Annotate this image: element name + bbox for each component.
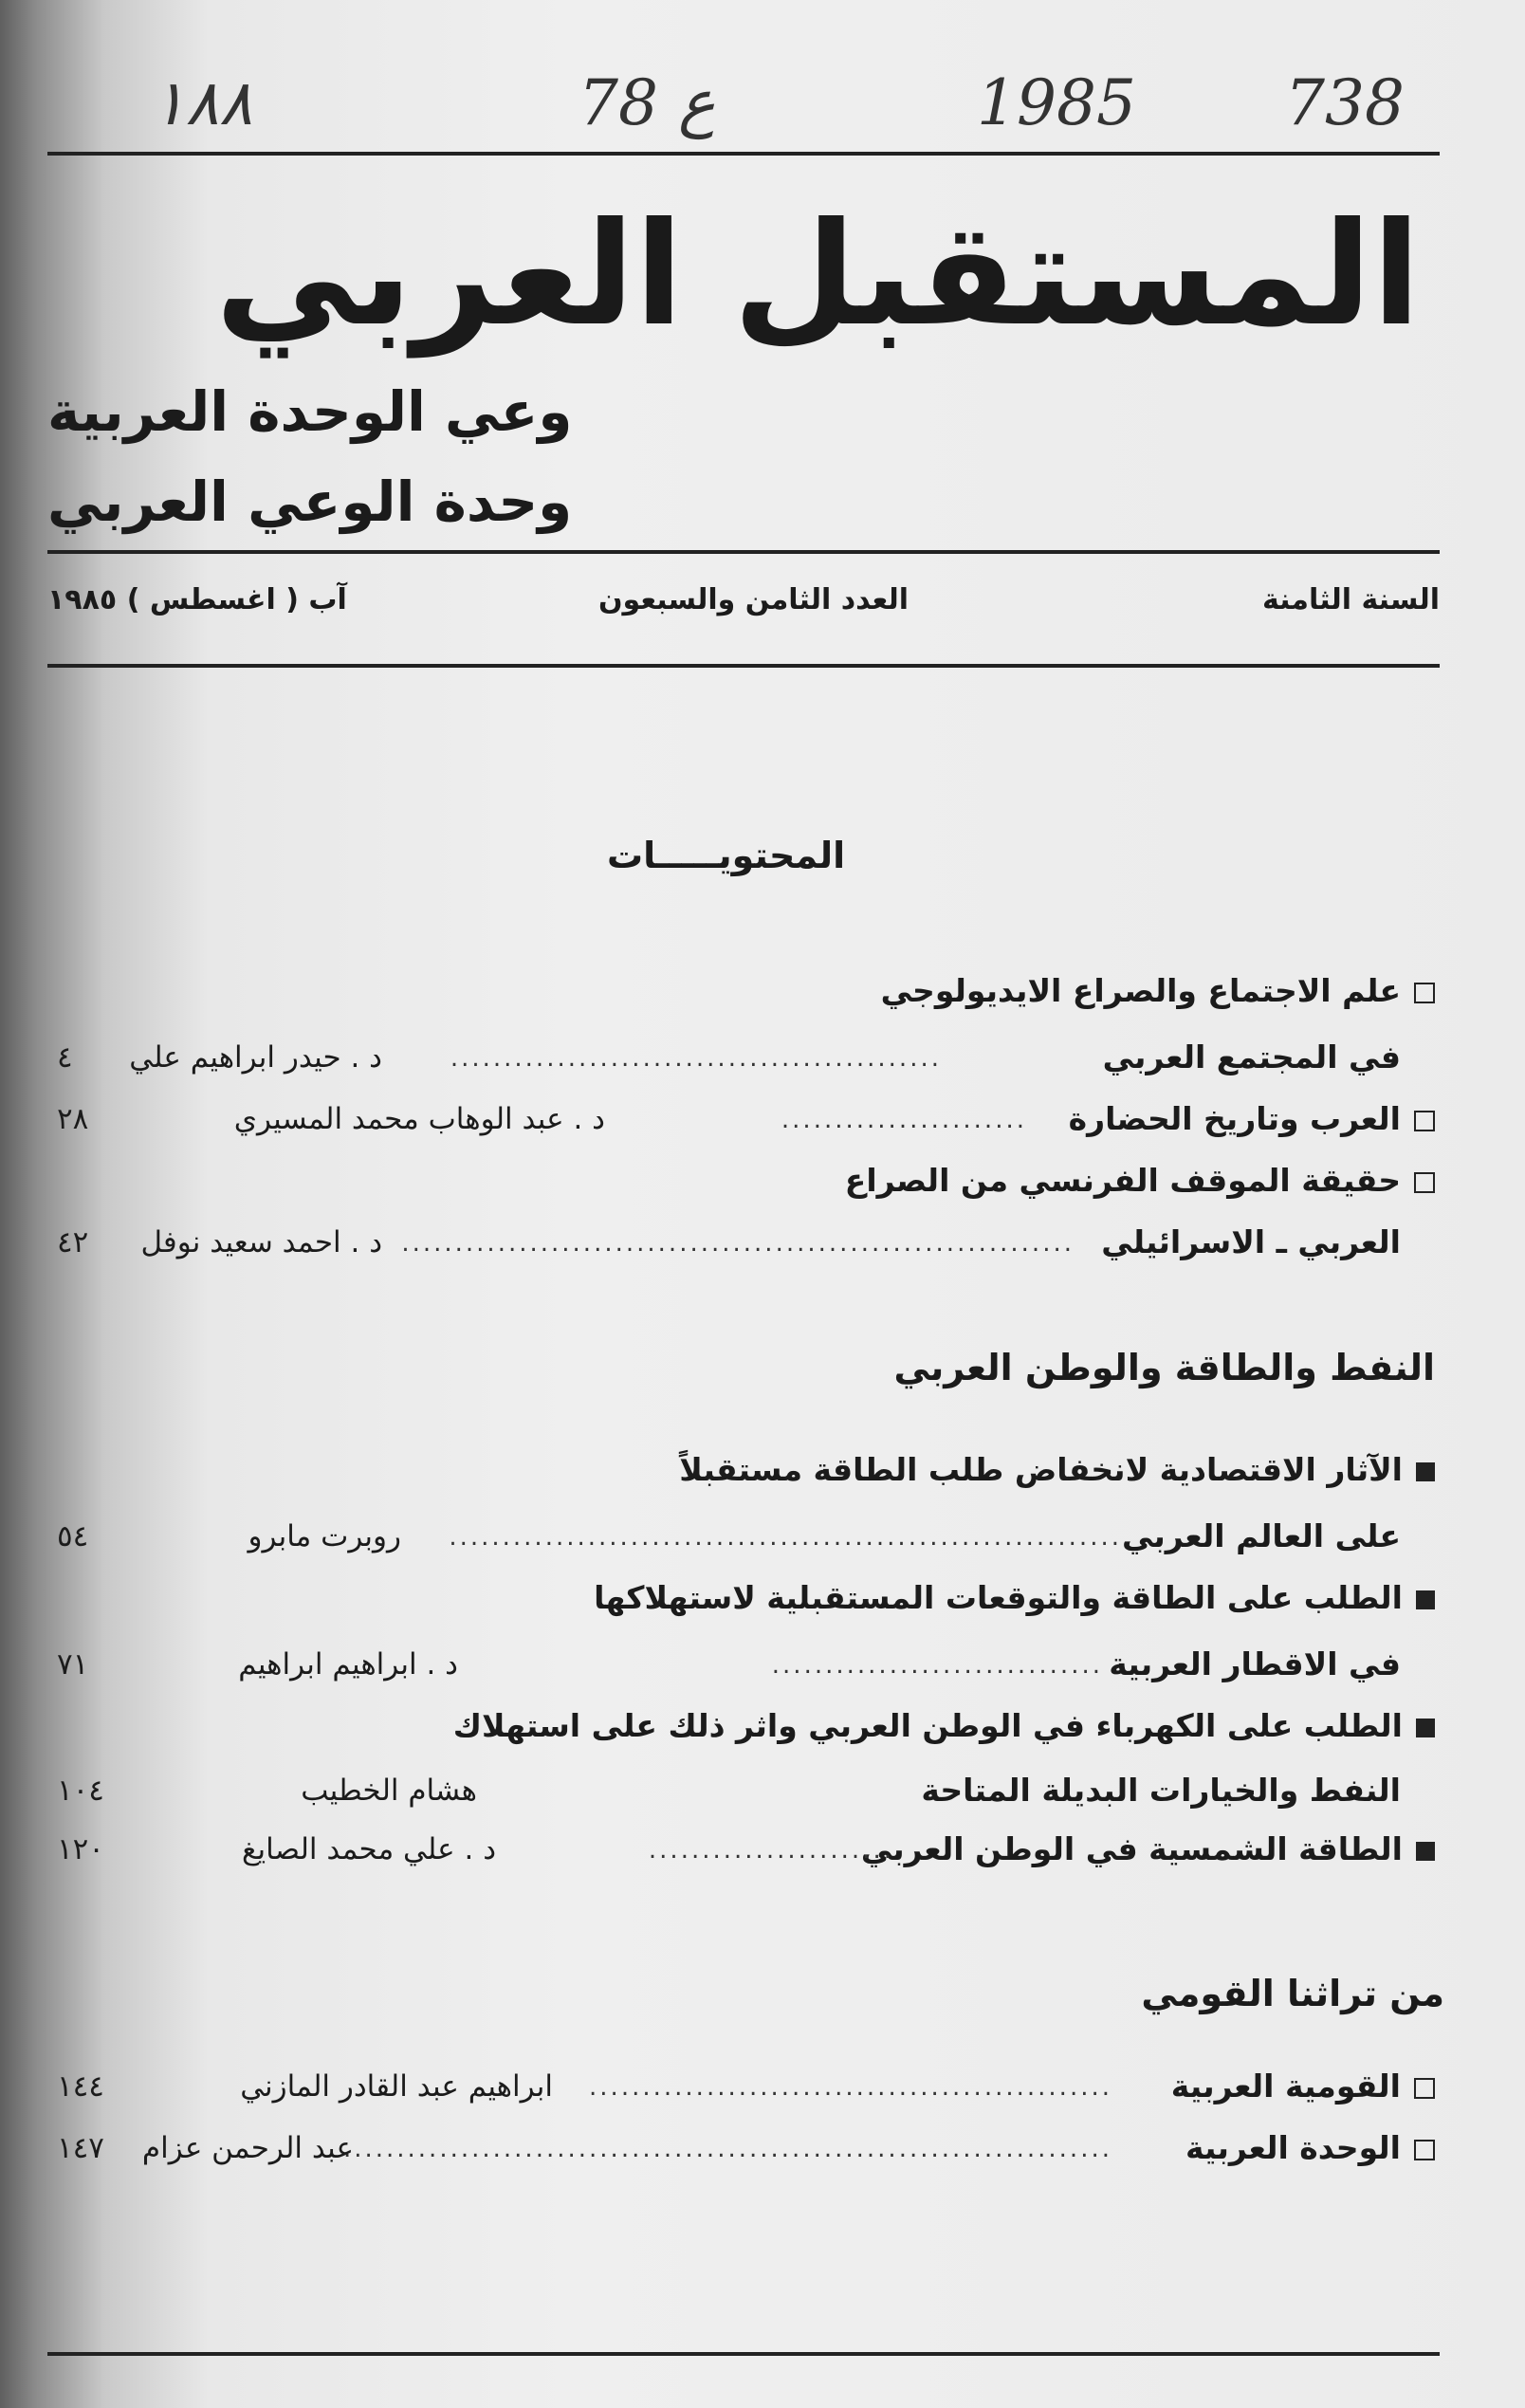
toc-page: ٤٢ bbox=[57, 1225, 89, 1259]
toc-entry[interactable]: العرب وتاريخ الحضارة ....................... د . عبد الوهاب محمد المسيري ٢٨ bbox=[57, 1100, 1435, 1146]
contents-title: المحتويـــــات bbox=[607, 835, 846, 876]
toc-entry[interactable]: الطلب على الطاقة والتوقعات المستقبلية لاستهلاكها bbox=[57, 1579, 1435, 1625]
toc-author: عبد الرحمن عزام bbox=[141, 2131, 354, 2165]
handwritten-number-1: 738 bbox=[1285, 66, 1405, 139]
toc-page: ١٤٧ bbox=[57, 2131, 104, 2165]
checkbox-icon bbox=[1414, 1111, 1435, 1131]
handwritten-number-3: 78 ع bbox=[579, 66, 716, 139]
issue-top-rule bbox=[47, 550, 1440, 554]
toc-page: ٤ bbox=[57, 1040, 73, 1075]
toc-entry-continued[interactable]: النفط والخيارات البديلة المتاحة هشام الخطيب ١٠٤ bbox=[57, 1772, 1401, 1809]
toc-entry[interactable]: الوحدة العربية ........................................................................ عبد الرحمن عزام ١٤٧ bbox=[57, 2129, 1435, 2175]
toc-page: ١٤٤ bbox=[57, 2069, 104, 2104]
toc-author: د . حيدر ابراهيم علي bbox=[129, 1040, 382, 1075]
checkbox-icon bbox=[1414, 2140, 1435, 2160]
magazine-logo: المستقبل العربي bbox=[214, 193, 1421, 358]
issue-bar bbox=[47, 583, 1440, 631]
checkbox-icon bbox=[1414, 2078, 1435, 2099]
section-heading-oil-energy: النفط والطاقة والوطن العربي bbox=[893, 1347, 1435, 1388]
square-bullet-icon bbox=[1416, 1462, 1435, 1481]
toc-page: ٧١ bbox=[57, 1647, 89, 1682]
toc-entry-continued[interactable]: في الاقطار العربية ............................... د . ابراهيم ابراهيم ٧١ bbox=[57, 1645, 1401, 1682]
issue-bottom-rule bbox=[47, 664, 1440, 668]
toc-entry-continued[interactable]: في المجتمع العربي .............................................. د . حيدر ابراهيم علي ٤ bbox=[57, 1039, 1401, 1075]
handwritten-number-4: ١٨٨ bbox=[152, 66, 253, 139]
toc-author: د . عبد الوهاب محمد المسيري bbox=[233, 1102, 605, 1136]
toc-page: ٥٤ bbox=[57, 1519, 89, 1553]
headline-line-1: وعي الوحدة العربية bbox=[47, 379, 573, 444]
issue-date: آب ( اغسطس ) ١٩٨٥ bbox=[47, 583, 347, 616]
toc-entry[interactable]: علم الاجتماع والصراع الايديولوجي bbox=[57, 972, 1435, 1018]
toc-author: د . ابراهيم ابراهيم bbox=[238, 1647, 458, 1682]
toc-entry[interactable]: الطلب على الكهرباء في الوطن العربي واثر ذلك على استهلاك bbox=[57, 1707, 1435, 1753]
toc-author: ابراهيم عبد القادر المازني bbox=[240, 2069, 553, 2104]
headline-line-2: وحدة الوعي العربي bbox=[47, 469, 573, 534]
toc-page: ١٠٤ bbox=[57, 1774, 104, 1808]
toc-author: روبرت مابرو bbox=[248, 1519, 401, 1553]
square-bullet-icon bbox=[1416, 1719, 1435, 1737]
checkbox-icon bbox=[1414, 1172, 1435, 1193]
square-bullet-icon bbox=[1416, 1590, 1435, 1609]
checkbox-icon bbox=[1414, 983, 1435, 1003]
toc-entry-continued[interactable]: على العالم العربي ............................................................... روبرت مابرو ٥٤ bbox=[57, 1517, 1401, 1554]
toc-entry[interactable]: القومية العربية ................................................. ابراهيم عبد القادر المازني ١٤٤ bbox=[57, 2068, 1435, 2113]
square-bullet-icon bbox=[1416, 1842, 1435, 1861]
issue-number: العدد الثامن والسبعون bbox=[597, 583, 909, 616]
toc-page: ٢٨ bbox=[57, 1102, 89, 1136]
bottom-rule bbox=[47, 2352, 1440, 2356]
toc-author: د . احمد سعيد نوفل bbox=[140, 1225, 382, 1259]
toc-page: ١٢٠ bbox=[57, 1832, 104, 1866]
issue-year: السنة الثامنة bbox=[1261, 583, 1440, 616]
toc-author: د . علي محمد الصايغ bbox=[242, 1832, 496, 1866]
top-rule bbox=[47, 152, 1440, 156]
section-heading-heritage: من تراثنا القومي bbox=[1141, 1973, 1444, 2014]
toc-entry[interactable]: حقيقة الموقف الفرنسي من الصراع bbox=[57, 1162, 1435, 1207]
toc-entry-continued[interactable]: العربي ـ الاسرائيلي ............................................................... د . احمد سعيد نوفل ٤٢ bbox=[57, 1223, 1401, 1260]
toc-entry[interactable]: الطاقة الشمسية في الوطن العربي ....................... د . علي محمد الصايغ ١٢٠ bbox=[57, 1830, 1435, 1876]
handwritten-number-2: 1985 bbox=[977, 66, 1136, 139]
toc-entry[interactable]: الآثار الاقتصادية لانخفاض طلب الطاقة مستقبلاً bbox=[57, 1451, 1435, 1497]
toc-author: هشام الخطيب bbox=[301, 1774, 477, 1808]
